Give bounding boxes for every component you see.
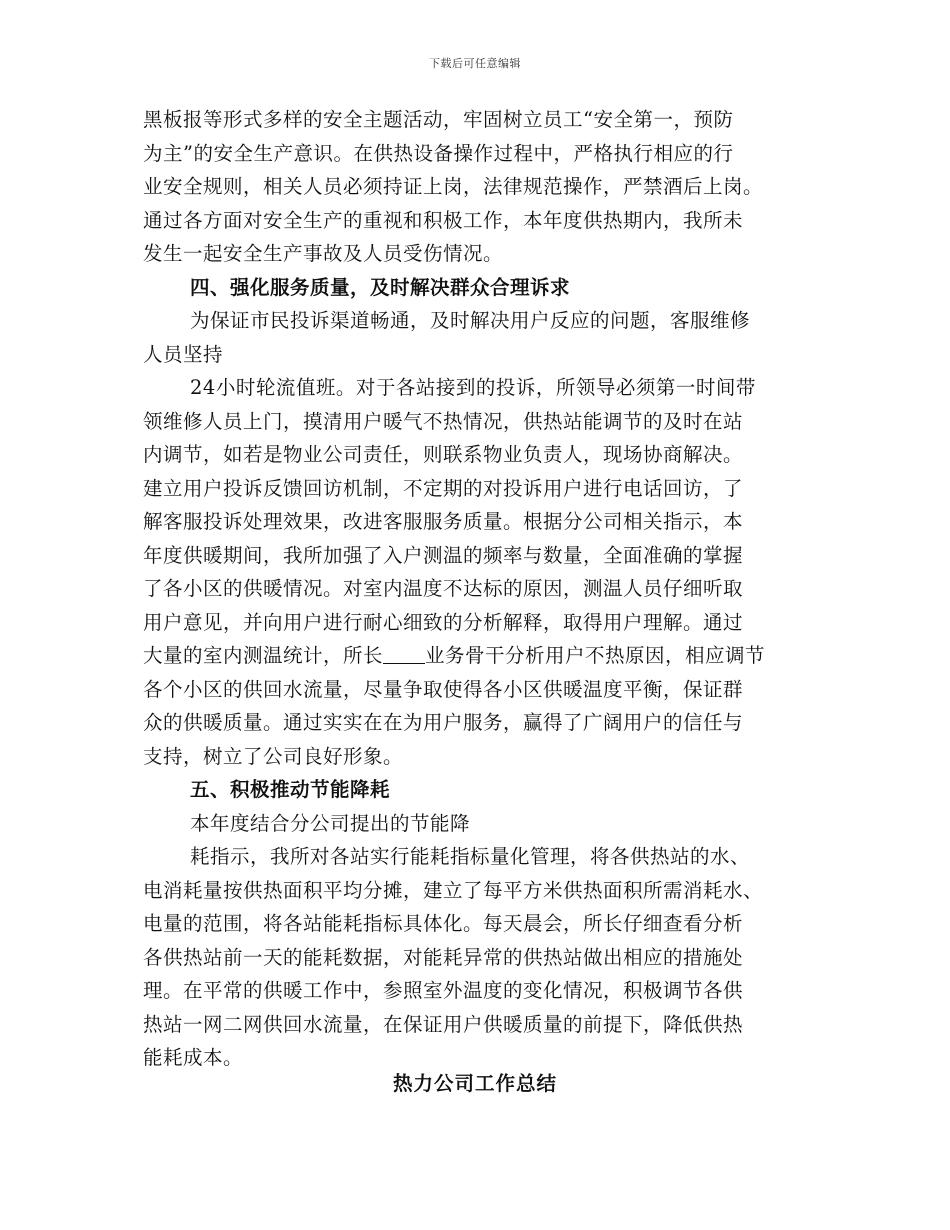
document-body [143,103,815,1075]
paragraph-line: 耗指示，我所对各站实行能耗指标量化管理，将各供热站的水、 [190,845,751,868]
paragraph-line: 热站一网二网供回水流量，在保证用户供暖质量的前提下，降低供热 [143,1012,744,1036]
paragraph-line: 电量的范围，将各站能耗指标具体化。每天晨会，所长仔细查看分析 [143,912,744,935]
fill-in-blank [383,645,425,664]
paragraph-line: 为保证市民投诉渠道畅通，及时解决用户反应的问题，客服维修 [190,309,751,332]
paragraph-line: 了各小区的供暖情况。对室内温度不达标的原因，测温人员仔细听取 [143,577,744,600]
paragraph-line: 建立用户投诉反馈回访机制，不定期的对投诉用户进行电话回访，了 [143,476,744,500]
section-heading-4: 四、强化服务质量，及时解决群众合理诉求 [190,275,571,299]
paragraph-line: 发生一起安全生产事故及人员受伤情况。 [143,242,504,265]
document-title: 热力公司工作总结 [392,1072,557,1095]
paragraph-line: 业安全规则，相关人员必须持证上岗，法律规范操作，严禁酒后上岗。 [143,175,764,198]
paragraph-line: 众的供暖质量。通过实实在在为用户服务，赢得了广阔用户的信任与 [143,711,744,734]
paragraph-line: 黑板报等形式多样的安全主题活动，牢固树立员工“安全第一，预防 [143,108,734,131]
paragraph-line: 人员坚持 [143,342,224,366]
paragraph-line: 各供热站前一天的能耗数据，对能耗异常的供热站做出相应的措施处 [143,945,744,969]
paragraph-line: 本年度结合分公司提出的节能降 [190,811,471,835]
paragraph-line: 通过各方面对安全生产的重视和积极工作，本年度供热期内，我所未 [143,208,744,232]
text-before-blank: 大量的室内测温统计，所长 [143,644,384,667]
paragraph-line: 电消耗量按供热面积平均分摊，建立了每平方米供热面积所需消耗水、 [143,878,764,902]
section-heading-5: 五、积极推动节能降耗 [190,778,391,801]
paragraph-line: 年度供暖期间，我所加强了入户测温的频率与数量，全面准确的掌握 [143,543,744,567]
text-after-blank: 业务骨干分析用户不热原因，相应调节 [425,644,766,667]
paragraph-line: 支持，树立了公司良好形象。 [143,744,404,768]
paragraph-line: 24小时轮流值班。对于各站接到的投诉，所领导必须第一时间带 [190,376,756,399]
paragraph-line: 用户意见，并向用户进行耐心细致的分析解释，取得用户理解。通过 [143,610,744,634]
paragraph-line: 为主”的安全生产意识。在供热设备操作过程中，严格执行相应的行 [143,141,734,165]
paragraph-line-with-blank [143,639,815,673]
paragraph-line: 解客服投诉处理效果，改进客服服务质量。根据分公司相关指示，本 [143,510,744,533]
paragraph-line: 理。在平常的供暖工作中，参照室外温度的变化情况，积极调节各供 [143,979,744,1002]
paragraph-line: 内调节，如若是物业公司责任，则联系物业负责人，现场协商解决。 [143,443,744,466]
paragraph-line: 各个小区的供回水流量，尽量争取使得各小区供暖温度平衡，保证群 [143,677,744,701]
header-note: 下载后可任意编辑 [429,57,521,70]
paragraph-line: 领维修人员上门，摸清用户暖气不热情况，供热站能调节的及时在站 [143,409,744,433]
paragraph-line: 能耗成本。 [143,1046,244,1069]
